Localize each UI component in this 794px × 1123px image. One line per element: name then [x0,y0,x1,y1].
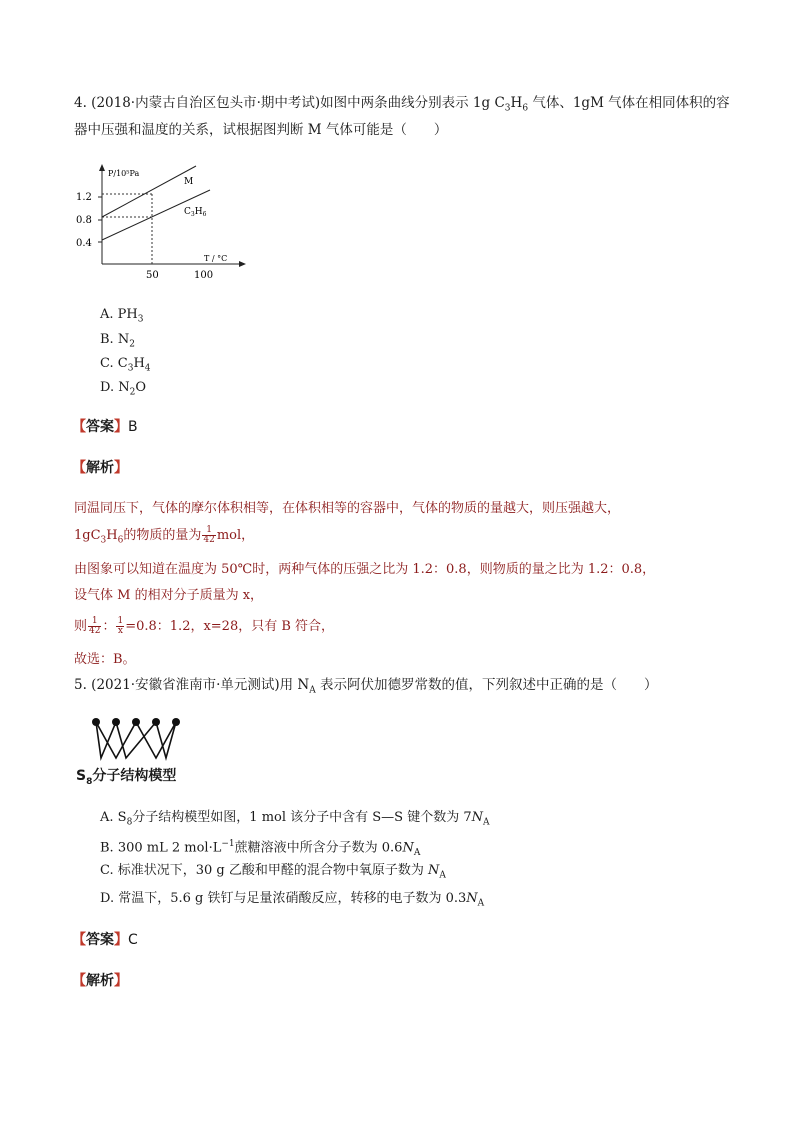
q4-analysis-line6: 故选：B。 [74,652,136,667]
s8-structure-diagram [86,712,196,764]
y-axis-label: P/10⁵Pa [108,169,140,178]
y-axis-arrow [99,164,105,171]
s8-bonds-zigzag-2 [96,722,176,758]
q4-analysis-line3: 由图象可以知道在温度为 50℃时，两种气体的压强之比为 1.2：0.8，则物质的量之比为 1.2：0.8， [74,562,656,577]
q4-analysis-line2: $1gC_3H_6$的物质的量为 $\frac{1}{42}$ mol， [74,525,255,546]
x-tick-label: 50 [146,270,159,281]
s8-atom [132,718,140,726]
q5-answer: 【答案】C [72,932,138,948]
q4-analysis-line4: 设气体 M 的相对分子质量为 x， [74,588,264,603]
q4-option-d: D. $N_2O$ [100,380,147,398]
q4-option-b: B. $N_2$ [100,332,135,350]
q4-analysis-heading: 【解析】 [72,460,128,476]
x-axis-arrow [239,261,246,267]
curve-c3h6-label: $C_3H_6$ [184,207,207,218]
q4-analysis-line1: 同温同压下，气体的摩尔体积相等，在体积相等的容器中，气体的物质的量越大，则压强越大， [74,501,621,516]
q4-option-c: C. $C_3H_4$ [100,356,151,374]
x-axis-label: T / °C [204,254,228,263]
s8-atom [152,718,160,726]
q5-option-d: D. 常温下，5.6 g 铁钉与足量浓硝酸反应，转移的电子数为 $0.3N_A$ [100,891,485,909]
q4-stem-line1: 4. (2018·内蒙古自治区包头市·期中考试)如图中两条曲线分别表示 1g $C_3H_6$ 气体、1gM 气体在相同体积的容 [74,95,730,114]
q5-analysis-heading: 【解析】 [72,973,128,989]
y-tick-label: 0.4 [76,238,92,249]
q5-option-c: C. 标准状况下，30 g 乙酸和甲醛的混合物中氧原子数为 $N_A$ [100,863,446,881]
q5-option-b: B. 300 mL 2 $mol\cdot L^{-1}$蔗糖溶液中所含分子数为 $0.6N_A$ [100,839,421,858]
q5-option-a: A. $S_8$分子结构模型如图，1 mol 该分子中含有 S—S 键个数为 $7N_A$ [100,810,490,828]
q4-answer: 【答案】B [72,419,138,435]
curve-m-label: M [184,177,194,187]
q4-pressure-temperature-chart [70,160,250,290]
y-tick-label: 1.2 [76,192,92,203]
q4-option-a: A. $PH_3$ [100,307,144,325]
s8-atom [112,718,120,726]
s8-caption: $S_8$分子结构模型 [76,768,177,787]
s8-atom [92,718,100,726]
y-tick-label: 0.8 [76,215,92,226]
s8-atom [172,718,180,726]
x-tick-label: 100 [194,270,214,281]
q5-stem: 5. (2021·安徽省淮南市·单元测试)用 $N_A$ 表示阿伏加德罗常数的值，下列叙述中正确的是（ ） [74,677,658,696]
q4-analysis-line5: 则 $\frac{1}{42}$ ： $\frac{1}{x}$ =0.8：1.2，x=28，只有 B 符合， [74,616,335,636]
q4-stem-line2: 器中压强和温度的关系，试根据图判断 M 气体可能是（ ） [74,122,448,138]
